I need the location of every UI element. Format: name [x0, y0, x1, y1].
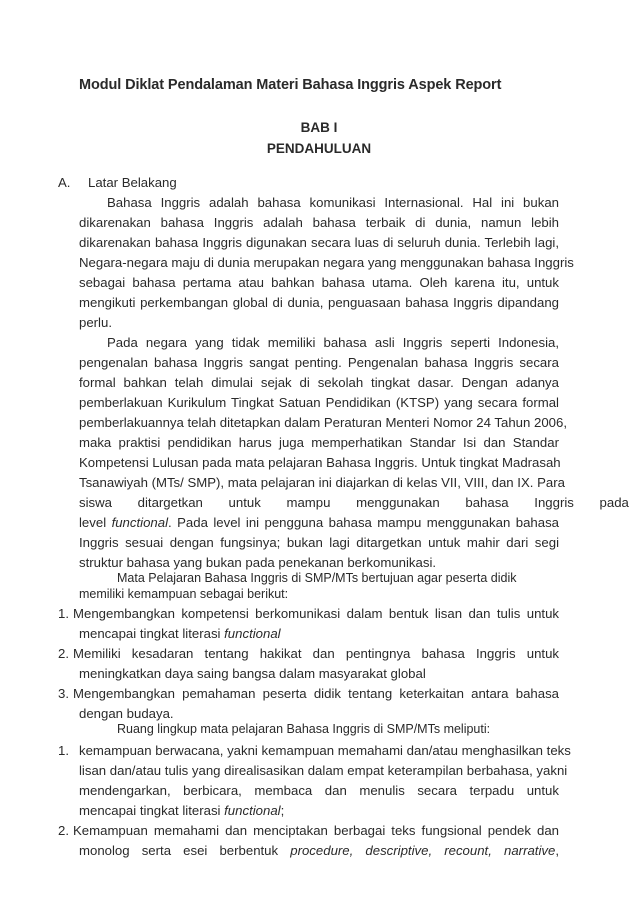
list-item: Mengembangkan kompetensi berkomunikasi dalam bentuk lisan dan tulis untuk	[73, 606, 559, 621]
paragraph-line: mengikuti perkembangan global di dunia, penguasaan bahasa Inggris dipandang	[79, 295, 559, 310]
paragraph-line: level functional. Pada level ini pengguna bahasa mampu menggunakan bahasa	[79, 515, 559, 530]
list-number: 1.	[58, 743, 69, 758]
list-number: 2.	[58, 646, 69, 661]
paragraph-line: dikarenakan bahasa Inggris digunakan secara luas di seluruh dunia. Terlebih lagi,	[79, 235, 559, 250]
list-item: meningkatkan daya saing bangsa dalam masyarakat global	[79, 666, 426, 681]
paragraph-line: pemberlakuannya telah ditetapkan dalam Peraturan Menteri Nomor 24 Tahun 2006,	[79, 415, 568, 430]
paragraph-line: memiliki kemampuan sebagai berikut:	[79, 587, 289, 601]
section-heading: Latar Belakang	[88, 175, 177, 190]
paragraph-line: pengenalan bahasa Inggris sangat penting. Pengenalan bahasa Inggris secara	[79, 355, 559, 370]
section-marker: A.	[58, 175, 71, 190]
list-number: 2.	[58, 823, 69, 838]
list-number: 3.	[58, 686, 69, 701]
paragraph-line: formal bahkan telah dimulai sejak di sekolah tingkat dasar. Dengan adanya	[79, 375, 559, 390]
paragraph-line: Inggris sesuai dengan fungsinya; bukan lagi ditargetkan untuk mahir dari segi	[79, 535, 559, 550]
paragraph-line: dikarenakan bahasa Inggris adalah bahasa terbaik di dunia, namun lebih	[79, 215, 559, 230]
paragraph-line: siswa ditargetkan untuk mampu menggunakan bahasa Inggris pada	[79, 495, 629, 510]
paragraph-line: Tsanawiyah (MTs/ SMP), mata pelajaran ini diajarkan di kelas VII, VIII, dan IX. Para	[79, 475, 565, 490]
list-item: dengan budaya.	[79, 706, 174, 721]
paragraph-line: perlu.	[79, 315, 112, 330]
module-title: Modul Diklat Pendalaman Materi Bahasa Inggris Aspek Report	[79, 77, 502, 93]
list-item: mencapai tingkat literasi functional;	[79, 803, 285, 818]
chapter-title: PENDAHULUAN	[266, 141, 372, 156]
list-item: mendengarkan, berbicara, membaca dan menulis secara terpadu untuk	[79, 783, 559, 798]
list-item: kemampuan berwacana, yakni kemampuan memahami dan/atau menghasilkan teks	[79, 743, 571, 758]
paragraph-line: struktur bahasa yang bukan pada penekanan berkomunikasi.	[79, 555, 437, 570]
paragraph-line: pemberlakuan Kurikulum Tingkat Satuan Pendidikan (KTSP) yang secara formal	[79, 395, 559, 410]
list-item: mencapai tingkat literasi functional	[79, 626, 281, 641]
chapter-number: BAB I	[300, 120, 338, 135]
list-item: Memiliki kesadaran tentang hakikat dan pentingnya bahasa Inggris untuk	[73, 646, 559, 661]
list-item: Kemampuan memahami dan menciptakan berbagai teks fungsional pendek dan	[73, 823, 559, 838]
paragraph-line: maka praktisi pendidikan harus juga memperhatikan Standar Isi dan Standar	[79, 435, 559, 450]
paragraph-line: Negara-negara maju di dunia merupakan negara yang menggunakan bahasa Inggris	[79, 255, 574, 270]
paragraph-line: Bahasa Inggris adalah bahasa komunikasi Internasional. Hal ini bukan	[107, 195, 559, 210]
paragraph-line: Ruang lingkup mata pelajaran Bahasa Inggris di SMP/MTs meliputi:	[117, 722, 491, 736]
paragraph-line: sebagai bahasa pertama atau bahkan bahasa utama. Oleh karena itu, untuk	[79, 275, 559, 290]
paragraph-line: Mata Pelajaran Bahasa Inggris di SMP/MTs bertujuan agar peserta didik	[117, 571, 517, 585]
paragraph-line: Kompetensi Lulusan pada mata pelajaran Bahasa Inggris. Untuk tingkat Madrasah	[79, 455, 561, 470]
list-number: 1.	[58, 606, 69, 621]
list-item: lisan dan/atau tulis yang direalisasikan dalam empat keterampilan berbahasa, yakni	[79, 763, 568, 778]
list-item: Mengembangkan pemahaman peserta didik tentang keterkaitan antara bahasa	[73, 686, 559, 701]
paragraph-line: Pada negara yang tidak memiliki bahasa asli Inggris seperti Indonesia,	[107, 335, 559, 350]
list-item: monolog serta esei berbentuk procedure, descriptive, recount, narrative,	[79, 843, 559, 858]
